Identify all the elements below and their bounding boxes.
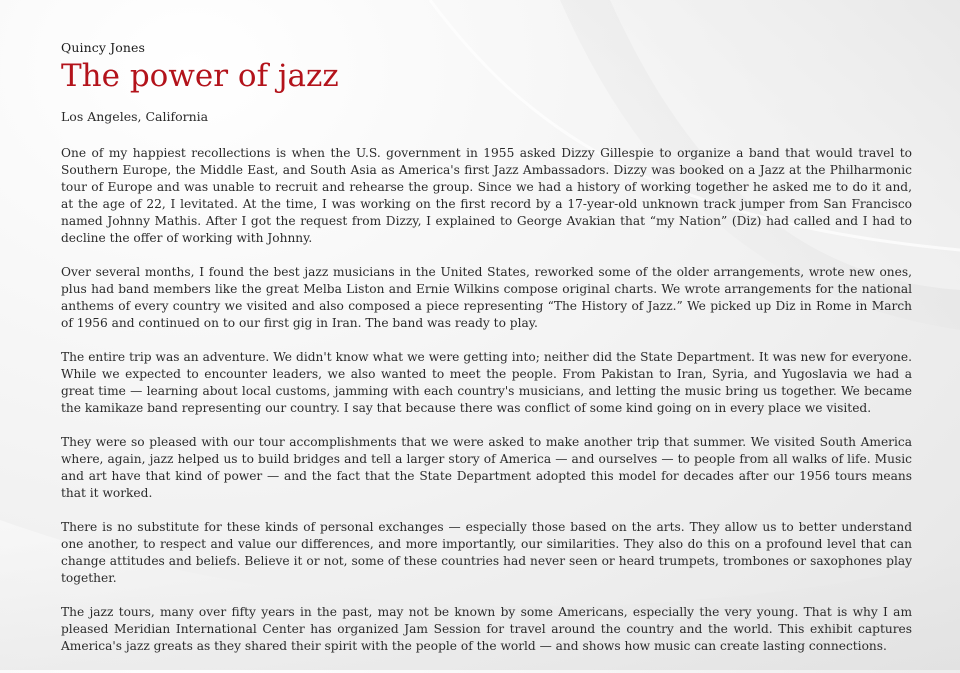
page-title: The power of jazz — [61, 58, 339, 94]
author-name: Quincy Jones — [61, 40, 145, 55]
paragraph-1: One of my happiest recollections is when the U.S. government in 1955 asked Dizzy Gillespie to organize a band that would travel to Southern Europe, the Middle East, and South Asia as America's first Jazz Ambassadors. Dizzy was booked on a Jazz at the Philharmonic tour of Europe and was unable to recruit and rehearse the group. Since we had a history of working together he asked me to do it and, at the age of 22, I levitated. At the time, I was working on the first record by a 17-year-old unknown track jumper from San Francisco named Johnny Mathis. After I got the request from Dizzy, I explained to George Avakian that “my Nation” (Diz) had called and I had to decline the offer of working with Johnny. — [61, 146, 912, 245]
paragraph-2: Over several months, I found the best jazz musicians in the United States, reworked some of the older arrangements, wrote new ones, plus had band members like the great Melba Liston and Ernie Wilkins compose original charts. We wrote arrangements for the national anthems of every country we visited and also composed a piece representing “The History of Jazz.” We picked up Diz in Rome in March of 1956 and continued on to our first gig in Iran. The band was ready to play. — [61, 264, 912, 330]
paragraph-4: They were so pleased with our tour accomplishments that we were asked to make another trip that summer. We visited South America where, again, jazz helped us to build bridges and tell a larger story of America — and ourselves — to people from all walks of life. Music and art have that kind of power — and the fact that the State Department adopted this model for decades after our 1956 tours means that it worked. — [61, 435, 912, 500]
paragraph-6: The jazz tours, many over fifty years in the past, may not be known by some Americans, especially the very young. That is why I am pleased Meridian International Center has organized Jam Session for travel around the country and the world. This exhibit captures America's jazz greats as they shared their spirit with the people of the world — and shows how music can create lasting connections. — [61, 605, 912, 654]
document-page — [61, 40, 912, 673]
location: Los Angeles, California — [61, 109, 209, 124]
paragraph-5: There is no substitute for these kinds of personal exchanges — especially those based on the arts. They allow us to better understand one another, to respect and value our differences, and more importantly, our similarities. They also do this on a profound level that can change attitudes and beliefs. Believe it or not, some of these countries had never seen or heard trumpets, trombones or saxophones play together. — [61, 520, 912, 586]
paragraph-3: The entire trip was an adventure. We didn't know what we were getting into; neither did the State Department. It was new for everyone. While we expected to encounter leaders, we also wanted to meet the people. From Pakistan to Iran, Syria, and Yugoslavia we had a great time — learning about local customs, jamming with each country's musicians, and letting the music bring us together. We became the kamikaze band representing our country. I say that because there was conflict of some kind going on in every place we visited. — [61, 350, 912, 415]
